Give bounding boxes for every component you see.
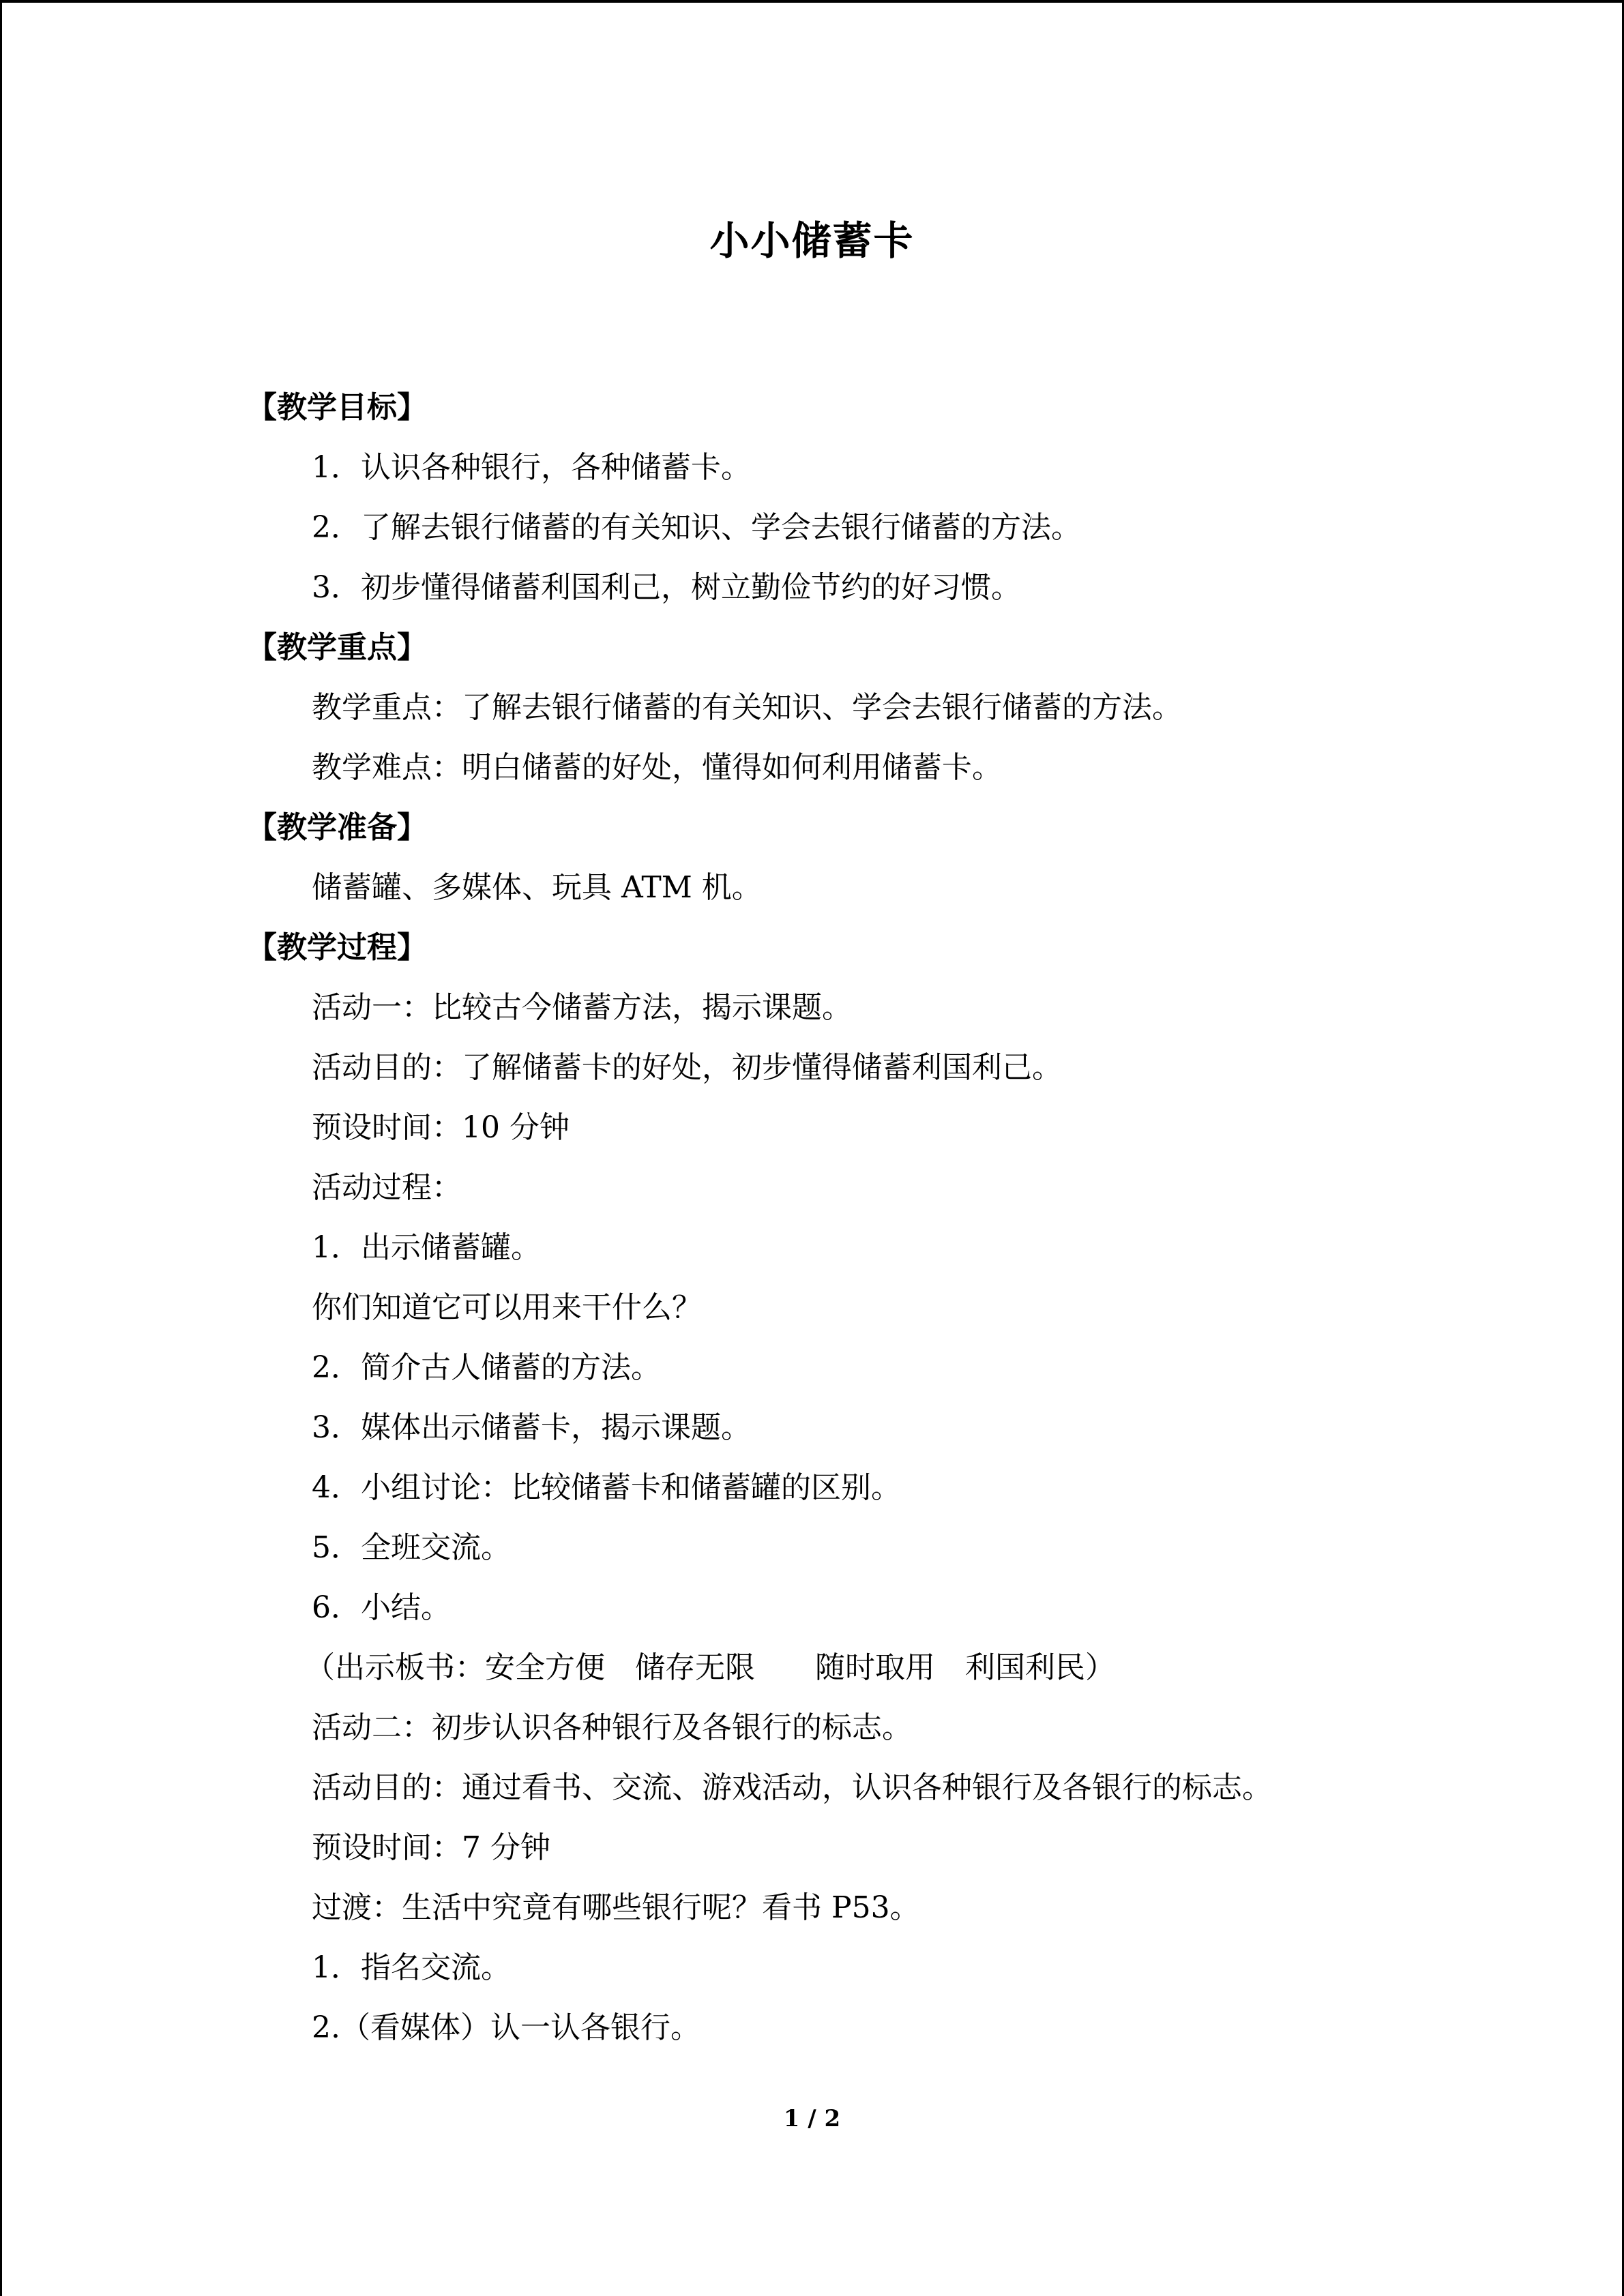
page-left-border xyxy=(0,0,2,2296)
section-heading: 【教学重点】 xyxy=(247,630,427,665)
paragraph-line: 1．出示储蓄罐。 xyxy=(312,1230,541,1265)
paragraph-line: 活动过程： xyxy=(312,1170,462,1205)
paragraph-line: 5．全班交流。 xyxy=(312,1530,511,1565)
paragraph-line: 预设时间：7 分钟 xyxy=(312,1830,550,1865)
document-title: 小小储蓄卡 xyxy=(709,218,915,264)
paragraph-line: 你们知道它可以用来干什么？ xyxy=(312,1290,702,1325)
paragraph-line: 活动二：初步认识各种银行及各银行的标志。 xyxy=(312,1710,912,1745)
paragraph-line: 2.（看媒体）认一认各银行。 xyxy=(312,2010,700,2045)
document-body xyxy=(247,378,1406,2058)
paragraph-line: 1．认识各种银行，各种储蓄卡。 xyxy=(312,450,751,485)
paragraph-line: 3．媒体出示储蓄卡，揭示课题。 xyxy=(312,1410,751,1445)
paragraph-line: 2．了解去银行储蓄的有关知识、学会去银行储蓄的方法。 xyxy=(312,510,1081,545)
paragraph-line: 2．简介古人储蓄的方法。 xyxy=(312,1350,661,1385)
page-number: 1 / 2 xyxy=(783,2105,841,2132)
paragraph-line: （出示板书：安全方便 储存无限 随时取用 利国利民） xyxy=(305,1650,1115,1685)
page-top-border xyxy=(0,0,1624,3)
section-heading: 【教学准备】 xyxy=(247,810,427,845)
paragraph-line: 6．小结。 xyxy=(312,1590,451,1625)
paragraph-line: 储蓄罐、多媒体、玩具 ATM 机。 xyxy=(312,870,762,905)
paragraph-line: 活动一：比较古今储蓄方法，揭示课题。 xyxy=(312,990,852,1025)
paragraph-line: 预设时间：10 分钟 xyxy=(312,1110,570,1145)
section-heading: 【教学过程】 xyxy=(247,930,427,965)
paragraph-line: 3．初步懂得储蓄利国利己，树立勤俭节约的好习惯。 xyxy=(312,570,1021,605)
paragraph-line: 教学难点：明白储蓄的好处，懂得如何利用储蓄卡。 xyxy=(312,750,1002,785)
paragraph-line: 活动目的：通过看书、交流、游戏活动，认识各种银行及各银行的标志。 xyxy=(312,1770,1272,1805)
paragraph-line: 1．指名交流。 xyxy=(312,1950,511,1985)
paragraph-line: 活动目的：了解储蓄卡的好处，初步懂得储蓄利国利己。 xyxy=(312,1050,1062,1085)
paragraph-line: 过渡：生活中究竟有哪些银行呢？看书 P53。 xyxy=(312,1890,920,1925)
paragraph-line: 4．小组讨论：比较储蓄卡和储蓄罐的区别。 xyxy=(312,1470,901,1505)
section-heading: 【教学目标】 xyxy=(247,390,427,425)
paragraph-line: 教学重点：了解去银行储蓄的有关知识、学会去银行储蓄的方法。 xyxy=(312,690,1182,725)
